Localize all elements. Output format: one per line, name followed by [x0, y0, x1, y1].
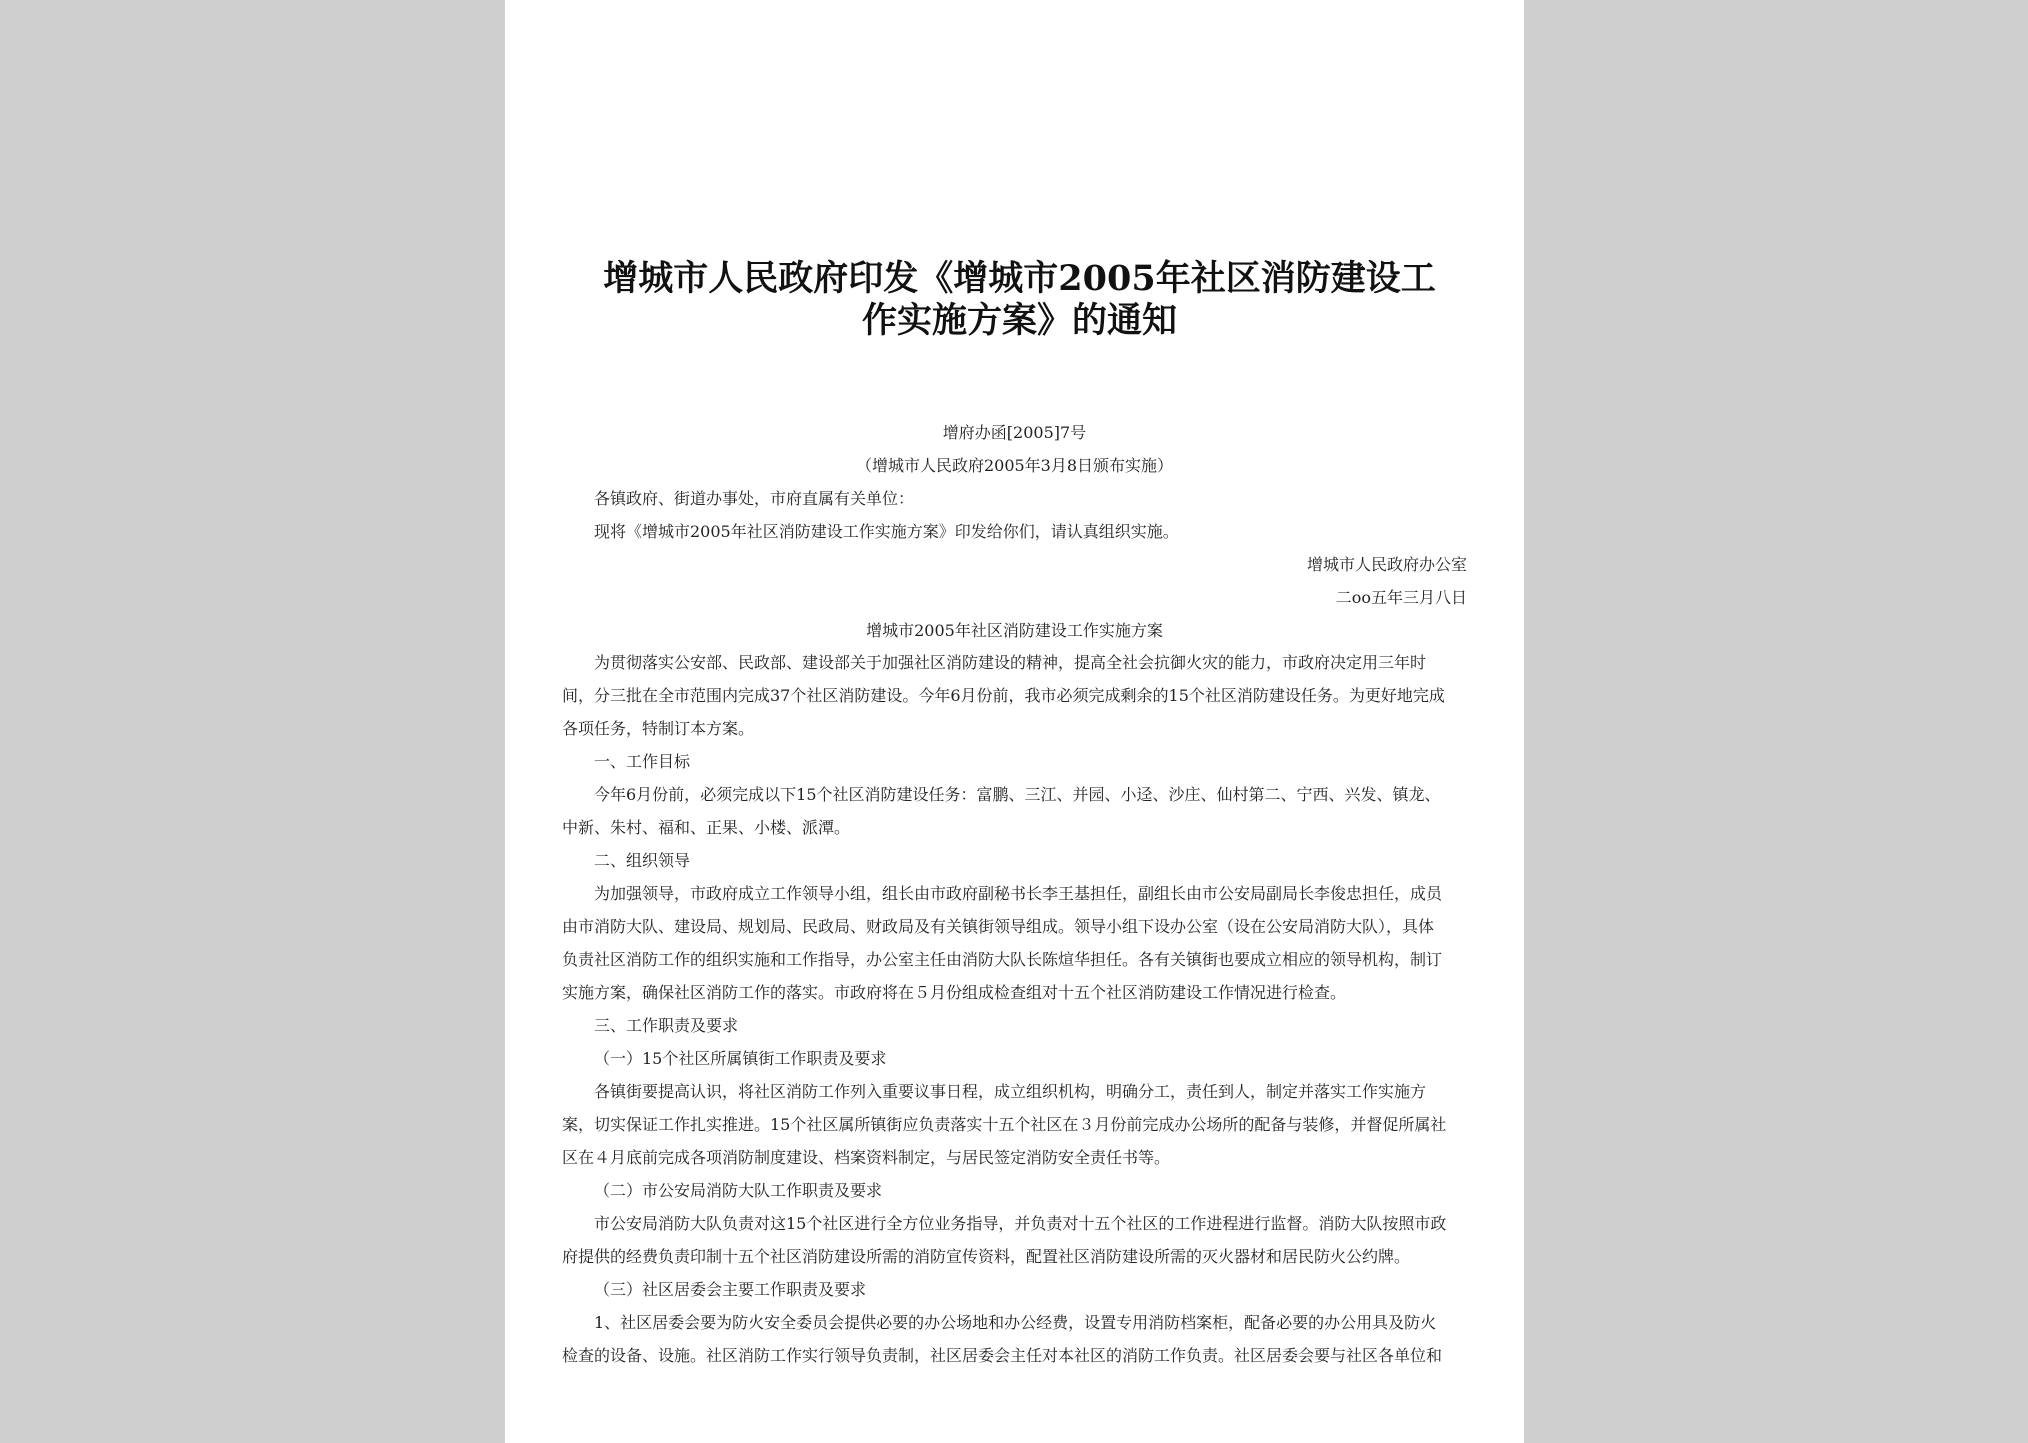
body-line: 间，分三批在全市范围内完成37个社区消防建设。今年6月份前，我市必须完成剩余的15个社区消防建设任务。为更好地完成: [562, 686, 1445, 705]
body-line: 府提供的经费负责印制十五个社区消防建设所需的消防宣传资料，配置社区消防建设所需的灭火器材和居民防火公约牌。: [562, 1247, 1411, 1266]
body-line: 检查的设备、设施。社区消防工作实行领导负责制，社区居委会主任对本社区的消防工作负责。社区居委会要与社区各单位和: [562, 1346, 1443, 1365]
body-line: 负责社区消防工作的组织实施和工作指导，办公室主任由消防大队长陈煊华担任。各有关镇街也要成立相应的领导机构，制订: [562, 950, 1443, 969]
issued-note: （增城市人民政府2005年3月8日颁布实施）: [855, 456, 1174, 475]
body-line: 由市消防大队、建设局、规划局、民政局、财政局及有关镇街领导组成。领导小组下设办公室（设在公安局消防大队），具体: [562, 917, 1435, 936]
section-heading: 一、工作目标: [594, 752, 691, 771]
issuer: 增城市人民政府办公室: [1306, 555, 1467, 574]
body-line: 区在４月底前完成各项消防制度建设、档案资料制定，与居民签定消防安全责任书等。: [562, 1148, 1171, 1167]
body-line: 为贯彻落实公安部、民政部、建设部关于加强社区消防建设的精神，提高全社会抗御火灾的能力，市政府决定用三年时: [594, 653, 1427, 672]
body-line: 市公安局消防大队负责对这15个社区进行全方位业务指导，并负责对十五个社区的工作进程进行监督。消防大队按照市政: [594, 1214, 1447, 1233]
body-line: 案，切实保证工作扎实推进。15个社区属所镇街应负责落实十五个社区在３月份前完成办公场所的配备与装修，并督促所属社: [562, 1115, 1447, 1134]
document-page: [505, 0, 1524, 1443]
plan-title: 增城市2005年社区消防建设工作实施方案: [866, 621, 1163, 640]
body-line: 今年6月份前，必须完成以下15个社区消防建设任务：富鹏、三江、并园、小迳、沙庄、仙村第二、宁西、兴发、镇龙、: [594, 785, 1441, 804]
body-line: 为加强领导，市政府成立工作领导小组，组长由市政府副秘书长李王基担任，副组长由市公安局副局长李俊忠担任，成员: [594, 884, 1443, 903]
issue-date: 二oo五年三月八日: [1335, 588, 1467, 607]
notice-text: 现将《增城市2005年社区消防建设工作实施方案》印发给你们，请认真组织实施。: [594, 522, 1179, 541]
body-line: 各镇街要提高认识，将社区消防工作列入重要议事日程，成立组织机构，明确分工，责任到人，制定并落实工作实施方: [594, 1082, 1427, 1101]
section-heading: 二、组织领导: [594, 851, 691, 870]
body-line: 实施方案，确保社区消防工作的落实。市政府将在５月份组成检查组对十五个社区消防建设工作情况进行检查。: [562, 983, 1347, 1002]
subsection-heading: （二）市公安局消防大队工作职责及要求: [594, 1181, 883, 1200]
addressee: 各镇政府、街道办事处，市府直属有关单位：: [594, 489, 915, 508]
subsection-heading: （一）15个社区所属镇街工作职责及要求: [594, 1049, 887, 1068]
subsection-heading: （三）社区居委会主要工作职责及要求: [594, 1280, 867, 1299]
title-line-1: 增城市人民政府印发《增城市2005年社区消防建设工: [603, 258, 1436, 299]
body-line: 中新、朱村、福和、正果、小楼、派潭。: [562, 818, 851, 837]
doc-number: 增府办函[2005]7号: [942, 423, 1087, 442]
section-heading: 三、工作职责及要求: [594, 1016, 739, 1035]
body-line: 各项任务，特制订本方案。: [562, 719, 755, 738]
title-line-2: 作实施方案》的通知: [861, 300, 1177, 341]
document-title: [585, 258, 1454, 342]
body-line: 1、社区居委会要为防火安全委员会提供必要的办公场地和办公经费，设置专用消防档案柜，配备必要的办公用具及防火: [594, 1313, 1437, 1332]
